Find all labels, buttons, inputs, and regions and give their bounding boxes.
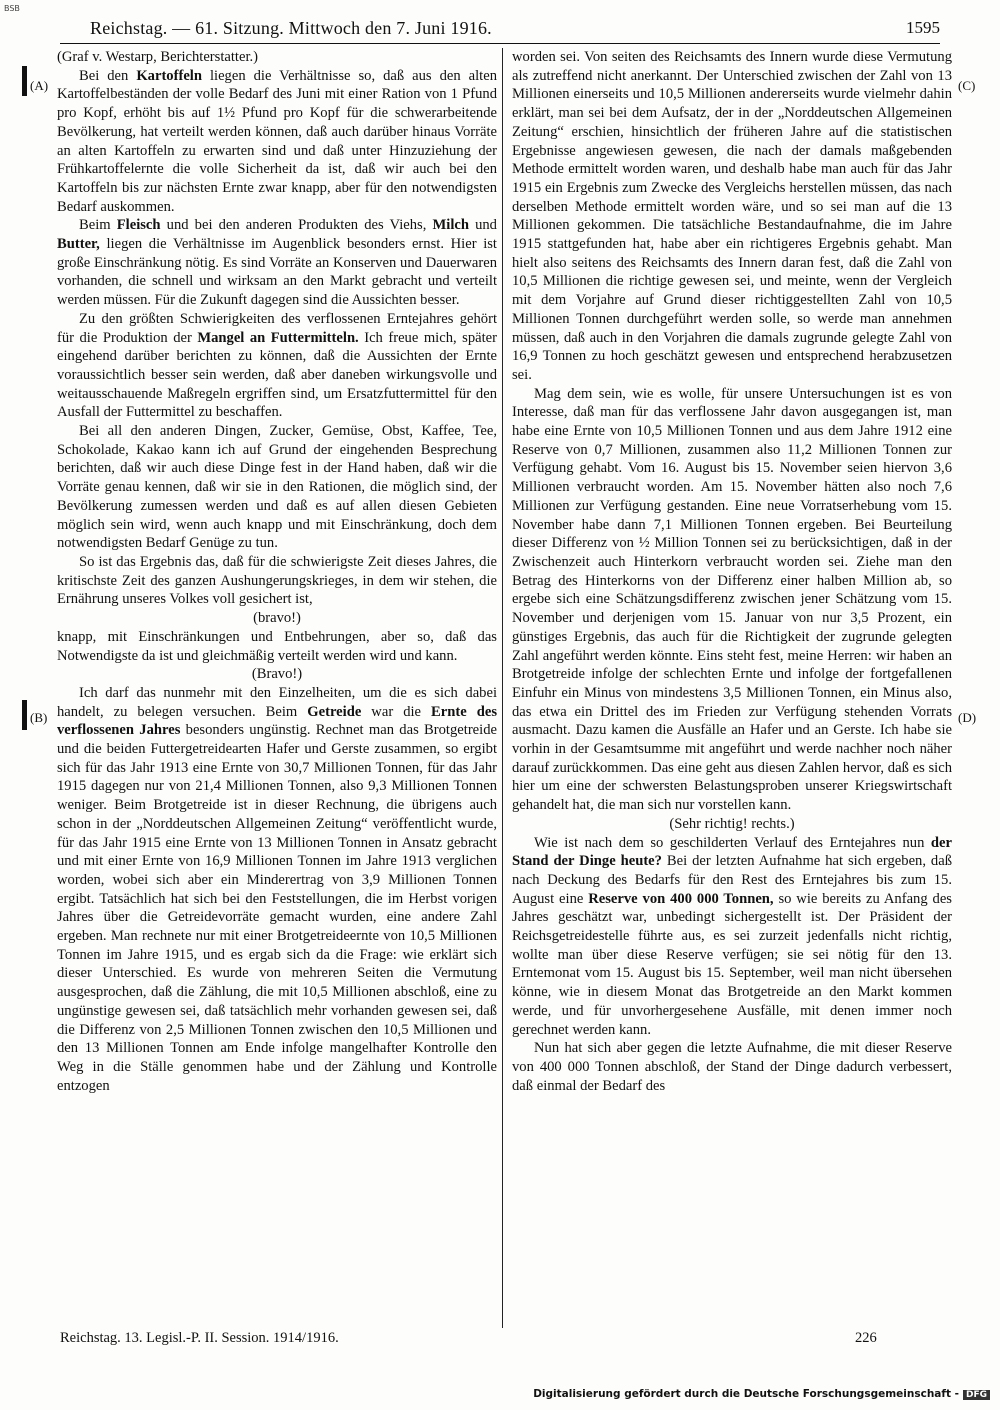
column-divider — [502, 48, 503, 1328]
margin-mark-a: (A) — [30, 78, 49, 93]
right-column — [512, 48, 952, 1324]
margin-mark-d: (D) — [958, 710, 977, 725]
digitization-credit — [533, 1388, 990, 1400]
paragraph: Ich darf das nunmehr mit den Einzelheiten, um die es sich dabei handelt, zu belegen versuchen. Beim Getreide war die Ernte des verflossenen Jahres besonders ungünstig. Rechnet man das Brotgetreide und die beiden Futtergetreidearten Hafer und Gerste zusammen, so ergibt sich für das Jahr 1913 eine Ernte von 30,7 Millionen Tonnen, für das Jahr 1915 dagegen nur von 21,4 Millionen Tonnen, also 9,3 Millionen Tonnen weniger. Beim Brotgetreide ist in dieser Rechnung, die übrigens auch schon in der „Norddeutschen Allgemeinen Zeitung“ veröffentlicht wurde, für das Jahr 1915 eine Ernte von 13 Millionen Tonnen in Ansatz gebracht und mit einer Ernte von 16,9 Millionen Tonnen im Jahre 1913 verglichen worden, wobei sich aber ein Minderertrag von 3,9 Millionen Tonnen ergibt. Tatsächlich hat sich bei den Feststellungen, die im Herbst vorigen Jahres über die Getreidevorräte gemacht wurden, eine andere Zahl ergeben. Man rechnete nur mit einer Brotgetreideernte von 10,5 Millionen Tonnen im Jahre 1915, und es ergab sich da die Frage: wie erklärt sich dieser Unterschied. Es wurde von mehreren Seiten die Vermutung ausgesprochen, daß die Zählung, die mit 10,5 Millionen abschloß, eine zu ungünstige gewesen sei, daß tatsächlich mehr vorhanden gewesen sei, daß die Differenz von 2,5 Millionen Tonnen zwischen den 10,5 Millionen und den 13 Millionen Tonnen am Ende infolge mangelhafter Kontrolle den Weg in die Ställe genommen habe und der Zählung und Kontrolle entzogen — [57, 684, 497, 1094]
left-column — [57, 48, 497, 1324]
paragraph: Mag dem sein, wie es wolle, für unsere Untersuchungen ist es von Interesse, daß man für das verflossene Jahr davon ausgegangen ist, man habe eine Ernte von 10,5 Millionen Tonnen und aus dem Jahre 1912 eine Reserve von 0,7 Millionen, zusammen also 11,2 Millionen Tonnen zur Verfügung gehabt. Vom 16. August bis 15. November seien hiervon 3,6 Millionen verbraucht worden. Am 15. November hätten also noch 7,6 Millionen zur Verfügung gestanden. Eine neue Vorratserhebung vom 15. November habe dann 7,1 Millionen Tonnen ergeben. Bei Beurteilung dieser Differenz von ½ Million Tonnen sei zu berücksichtigen, daß in der Zwischenzeit auch Hinterkorn verbraucht worden sei. Ziehe man den Betrag des Hinterkorns von der Differenz einer halben Million ab, so ergebe sich eine Schätzungsdifferenz zwischen jener Schätzung vom 15. November und derjenigen vom 15. Januar von nur 3,5 Prozent, ein günstiges Ergebnis, das auch für die Richtigkeit der zugrunde gelegten Zahl angeführt werden könnte. Eins steht fest, meine Herren: wir haben an Brotgetreide infolge der schlechten Ernte und infolge der fortgefallenen Einfuhr ein Minus von mindestens 3,5 Millionen Tonnen, ein Minus also, das etwa ein Drittel des im Frieden zur Verfügung stehenden Vorrats ausmacht. Dazu kamen die Ausfälle an Hafer und an Gerste. Ich habe sie vorhin in der Gesamtsumme mit angeführt und werde nachher noch näher darauf zurückkommen. Das eine geht aus diesen Zahlen hervor, daß es sich hier um eine der schwersten Belastungsproben unserer Kriegswirtschaft gehandelt hat, die man sich nur vorstellen kann. — [512, 385, 952, 814]
speaker-note: (Graf v. Westarp, Berichterstatter.) — [57, 49, 259, 65]
page-footer — [60, 1330, 940, 1354]
paragraph: So ist das Ergebnis das, daß für die schwierigste Zeit dieses Jahres, die kritischste Zeit des ganzen Aushungerungskrieges, in dem wir stehen, die Ernährung unseres Volkes voll gesichert ist, — [57, 553, 497, 608]
paragraph: Beim Fleisch und bei den anderen Produkten des Viehs, Milch und Butter, liegen die Verhältnisse im Augenblick besonders ernst. Hier ist große Einschränkung nötig. Es sind Vorräte an Konserven und Dauerwaren vorhanden, die schnell und wirksam an den Markt gebracht und verteilt werden müssen. Für die Zukunft dagegen sind die Aussichten besser. — [57, 217, 497, 309]
library-corner-label: BSB — [4, 4, 20, 13]
paragraph: Wie ist nach dem so geschilderten Verlauf des Erntejahres nun der Stand der Dinge heute? Bei der letzten Aufnahme hat sich ergeben, daß nach Deckung des Bedarfs für den Rest des Erntejahres bis zum 15. August eine Reserve von 400 000 Tonnen, so wie bereits zu Anfang des Jahres geschätzt war, unbedingt sichergestellt ist. Der Präsident der Reichsgetreidestelle führte aus, es sei zurzeit jedenfalls nicht richtig, wollte man über diese Reserve verfügen; sie sei nötig für den 13. Erntemonat vom 15. August bis 15. September, weil man nicht übersehen könne, wie in diesem Monat das Brotgetreide an den Markt kommen werde, und für unvorhergesehene Ausfälle, mit denen immer noch gerechnet werden kann. — [512, 834, 952, 1038]
interjection: (bravo!) — [253, 610, 301, 627]
paragraph: worden sei. Von seiten des Reichsamts des Innern wurde diese Vermutung als zutreffend nicht anerkannt. Der Unterschied zwischen der Zahl von 13 Millionen einerseits und 10,5 Millionen andererseits wurde vielmehr dahin erklärt, man sei bei dem Aufsatz, der in der „Norddeutschen Allgemeinen Zeitung“ erschien, hinsichtlich der früheren Jahre auf die statistischen Ergebnisse angewiesen gewesen, die nach der damals maßgebenden Methode ermittelt worden waren, und deshalb habe man auch für das Jahr 1915 ein Ergebnis zum Zwecke des Vergleichs herstellen müssen, das nach derselben Methode ermittelt worden wäre, und so sei man auf die 13 Millionen gekommen. Die tatsächliche Bestandaufnahme, die im Jahre 1915 stattgefunden hat, habe aber ein richtigeres Ergebnis gehabt. Man hielt also seitens des Reichsamts des Innern daran fest, daß die Zahl von 10,5 Millionen die richtige gewesen sei, und meinte, wenn der Vergleich mit dem Vorjahre auf Grund dieser richtiggestellten Zahl von 10,5 Millionen Tonnen durchgeführt werden solle, so werde man annehmen müssen, daß auch in den Vorjahren die damals zugrunde gelegte Zahl von 16,9 Tonnen zu hoch geschätzt gewesen und entsprechend herabzusetzen sei. — [512, 49, 952, 383]
margin-mark-b: (B) — [30, 710, 48, 725]
interjection: (Bravo!) — [251, 666, 303, 683]
paragraph: knapp, mit Einschränkungen und Entbehrungen, aber so, daß das Notwendigste da ist und gleichmäßig verteilt werden wird und kann. — [57, 628, 497, 664]
margin-mark-c: (C) — [958, 78, 976, 93]
page-header — [60, 12, 940, 42]
footer-session: Reichstag. 13. Legisl.-P. II. Session. 1914/1916. — [60, 1330, 339, 1346]
page-number: 1595 — [906, 18, 940, 37]
running-title: Reichstag. — 61. Sitzung. Mittwoch den 7. Juni 1916. — [90, 18, 492, 38]
footer-sheet-number: 226 — [855, 1330, 877, 1346]
paragraph: Bei den Kartoffeln liegen die Verhältnisse so, daß aus den alten Kartoffelbeständen der volle Bedarf des Juni mit einer Ration von 1 Pfund pro Kopf, erhöht bis auf 1½ Pfund pro Kopf für die schwerarbeitende Bevölkerung, hat verteilt werden können, daß auch darüber hinaus Vorräte an alten Kartoffeln zu erwarten sind und daß unter Hinzuziehung der Frühkartoffelernte die volle Sicherheit da ist, daß wir auch bei den Kartoffeln bis zur nächsten Ernte zwar knapp, aber für den notwendigsten Bedarf auskommen. — [57, 67, 497, 215]
header-rule — [60, 43, 940, 44]
credit-text: Digitalisierung gefördert durch die Deutsche Forschungsgemeinschaft - — [533, 1388, 959, 1400]
margin-bar-a — [22, 66, 27, 96]
dfg-logo: DFG — [963, 1390, 990, 1400]
margin-bar-b — [22, 700, 27, 730]
paragraph: Nun hat sich aber gegen die letzte Aufnahme, die mit dieser Reserve von 400 000 Tonnen abschloß, der Stand der Dinge dadurch verbessert, daß einmal der Bedarf des — [512, 1040, 952, 1094]
interjection: (Sehr richtig! rechts.) — [669, 815, 795, 832]
paragraph: Bei all den anderen Dingen, Zucker, Gemüse, Obst, Kaffee, Tee, Schokolade, Kakao kann ich auf Grund der eingehenden Besprechung berichten, daß wir auch diese Dinge fest in der Hand haben, daß wir die Vorräte genau kennen, daß wir sie in den Rationen, die möglich sind, der Bevölkerung zumessen werden und daß es auf allen diesen Gebieten möglich sein wird, wenn auch knapp und mit Einschränkung, doch dem notwendigsten Bedarf Genüge zu tun. — [57, 423, 497, 552]
paragraph: Zu den größten Schwierigkeiten des verflossenen Erntejahres gehört für die Produktion der Mangel an Futtermitteln. Ich freue mich, später eingehend darüber berichten zu können, daß die Aussichten der Ernte voraussichtlich besser sein werden, daß aber daneben wirkungsvolle und weitausschauende Maßregeln ergriffen sind, um Ersatzfuttermittel für den Ausfall der Futtermittel zu beschaffen. — [57, 310, 497, 421]
